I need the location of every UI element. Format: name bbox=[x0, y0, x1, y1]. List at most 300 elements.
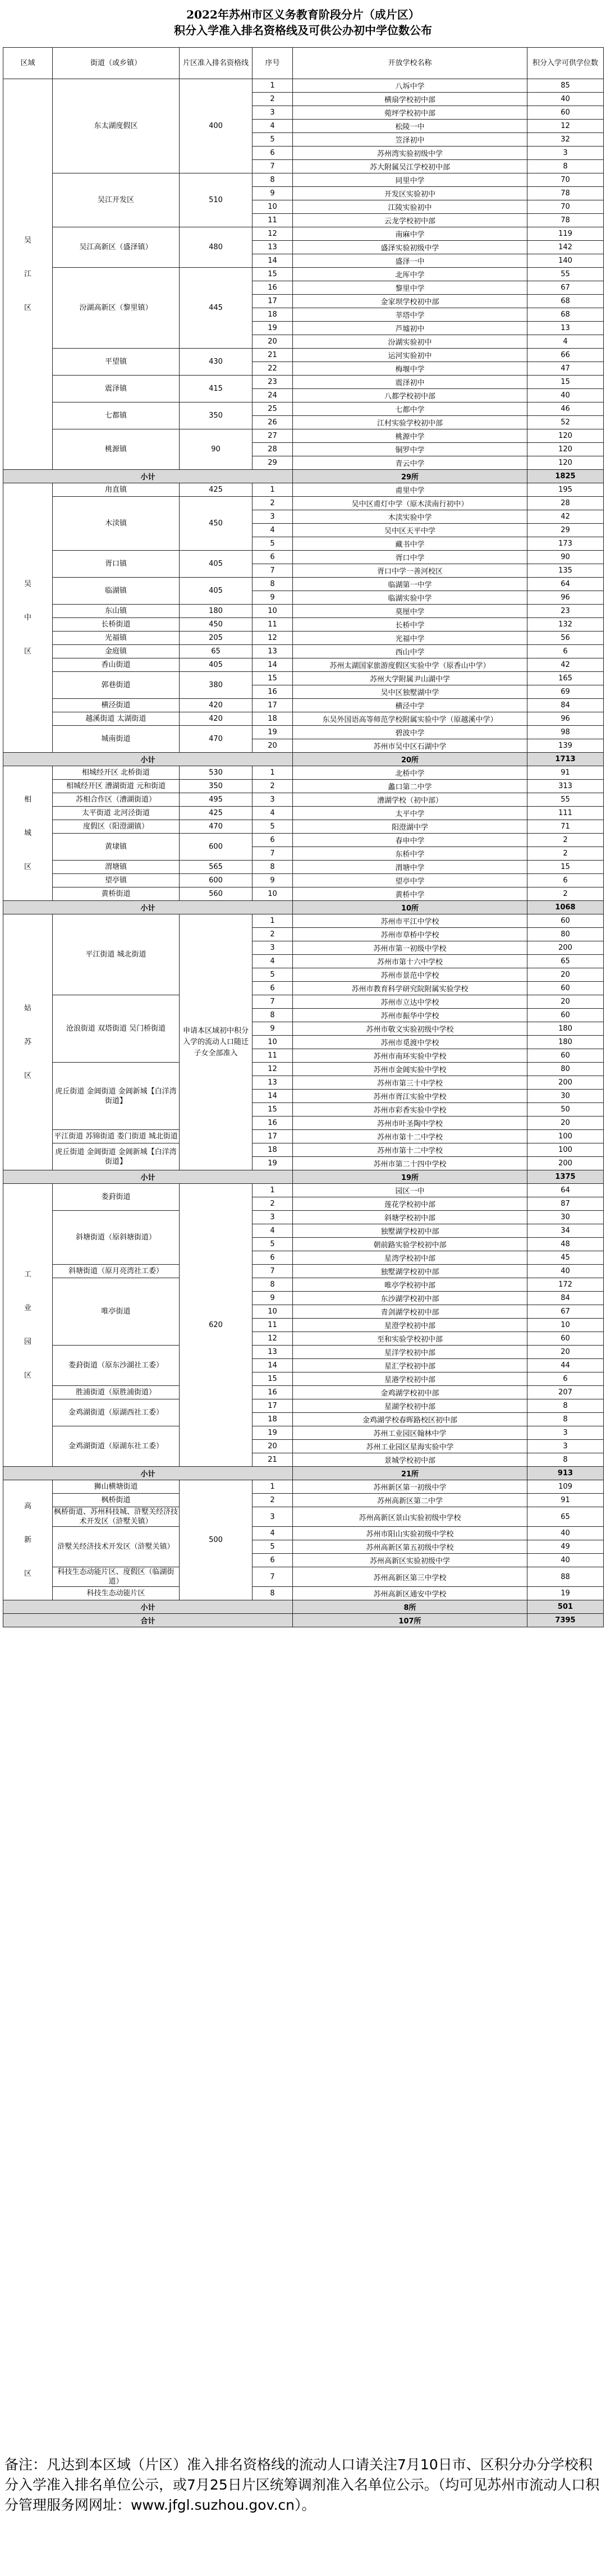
school-name: 桃源中学 bbox=[293, 429, 527, 443]
school-number: 6 bbox=[252, 147, 293, 160]
school-number: 11 bbox=[252, 1319, 293, 1332]
school-number: 8 bbox=[252, 861, 293, 874]
school-number: 7 bbox=[252, 847, 293, 861]
school-number: 12 bbox=[252, 1063, 293, 1076]
quota-line: 445 bbox=[180, 268, 252, 349]
school-number: 25 bbox=[252, 402, 293, 416]
quota-line: 425 bbox=[180, 807, 252, 820]
seat-count: 45 bbox=[527, 1251, 604, 1265]
school-name: 苏州湾实验初级中学 bbox=[293, 147, 527, 160]
school-name: 胥口中学一善河校区 bbox=[293, 564, 527, 578]
seat-count: 313 bbox=[527, 780, 604, 793]
seat-count: 6 bbox=[527, 874, 604, 887]
subtotal-seats: 1068 bbox=[527, 901, 604, 914]
school-name: 东吴外国语高等师范学校附属实验中学（原越溪中学） bbox=[293, 712, 527, 726]
seat-count: 66 bbox=[527, 349, 604, 362]
school-number: 16 bbox=[252, 685, 293, 699]
seat-count: 2 bbox=[527, 847, 604, 861]
school-name: 苏州市第十二中学校 bbox=[293, 1143, 527, 1157]
seat-count: 195 bbox=[527, 483, 604, 497]
table-row bbox=[3, 618, 604, 632]
school-number: 5 bbox=[252, 968, 293, 982]
table-row bbox=[3, 658, 604, 672]
school-name: 阳澄湖中学 bbox=[293, 820, 527, 834]
quota-line: 600 bbox=[180, 874, 252, 887]
school-name: 八坼中学 bbox=[293, 79, 527, 93]
region-name-char: 中 bbox=[24, 613, 31, 622]
school-number: 5 bbox=[252, 820, 293, 834]
street-name: 平望镇 bbox=[53, 349, 180, 376]
street-name: 唯亭街道 bbox=[53, 1278, 180, 1346]
region-name bbox=[3, 1480, 53, 1600]
region-name-char: 区 bbox=[24, 1371, 31, 1380]
seat-count: 40 bbox=[527, 1265, 604, 1278]
seat-count: 180 bbox=[527, 1022, 604, 1036]
table-row bbox=[3, 820, 604, 834]
subtotal-count: 29所 bbox=[293, 470, 527, 483]
school-name: 笠泽初中 bbox=[293, 133, 527, 147]
quota-line: 405 bbox=[180, 551, 252, 578]
table-row bbox=[3, 1386, 604, 1399]
seat-count: 80 bbox=[527, 928, 604, 941]
school-name: 吴中区甫灯中学（原木渎南行初中） bbox=[293, 497, 527, 510]
street-name: 相城经开区 漕湖街道 元和街道 bbox=[53, 780, 180, 793]
subtotal-count: 8所 bbox=[293, 1600, 527, 1614]
school-number: 7 bbox=[252, 995, 293, 1009]
region-name-char: 业 bbox=[24, 1303, 31, 1312]
quota-line: 405 bbox=[180, 578, 252, 605]
school-number: 18 bbox=[252, 308, 293, 322]
seat-count: 52 bbox=[527, 416, 604, 429]
table-row bbox=[3, 1399, 604, 1413]
school-number: 11 bbox=[252, 214, 293, 227]
region-name bbox=[3, 483, 53, 753]
seat-count: 60 bbox=[527, 106, 604, 120]
school-number: 17 bbox=[252, 1130, 293, 1143]
table-row bbox=[3, 726, 604, 739]
seat-count: 200 bbox=[527, 1157, 604, 1170]
table-row bbox=[3, 349, 604, 362]
school-name: 苏州高新区第五初级中学校 bbox=[293, 1540, 527, 1554]
column-header: 区域 bbox=[3, 48, 53, 79]
seat-count: 12 bbox=[527, 120, 604, 133]
school-number: 14 bbox=[252, 254, 293, 268]
street-name: 科技生态动能片区、度假区（临湖街道） bbox=[53, 1567, 180, 1587]
school-name: 菀坪学校初中部 bbox=[293, 106, 527, 120]
seat-count: 15 bbox=[527, 861, 604, 874]
school-number: 3 bbox=[252, 1211, 293, 1224]
school-name: 开发区实验初中 bbox=[293, 187, 527, 200]
school-name: 苏州市第十二中学校 bbox=[293, 1130, 527, 1143]
school-name: 吴中区天平中学 bbox=[293, 524, 527, 537]
school-number: 1 bbox=[252, 483, 293, 497]
region-name-char: 区 bbox=[24, 1569, 31, 1578]
school-name: 青剑湖学校初中部 bbox=[293, 1305, 527, 1319]
table-row bbox=[3, 861, 604, 874]
school-name: 园区一中 bbox=[293, 1184, 527, 1197]
school-number: 8 bbox=[252, 578, 293, 591]
school-name: 甫里中学 bbox=[293, 483, 527, 497]
quota-line: 420 bbox=[180, 699, 252, 712]
seat-count: 78 bbox=[527, 214, 604, 227]
school-name: 梅堰中学 bbox=[293, 362, 527, 376]
quota-line: 380 bbox=[180, 672, 252, 699]
school-number: 15 bbox=[252, 1372, 293, 1386]
seat-count: 120 bbox=[527, 443, 604, 456]
seat-count: 200 bbox=[527, 1076, 604, 1090]
school-name: 苏州太湖国家旅游度假区实验中学（原香山中学） bbox=[293, 658, 527, 672]
table-row bbox=[3, 376, 604, 389]
school-name: 苏州高新区实验初级中学 bbox=[293, 1554, 527, 1567]
seat-count: 60 bbox=[527, 982, 604, 995]
subtotal-row bbox=[3, 470, 604, 483]
seat-count: 55 bbox=[527, 268, 604, 281]
school-number: 15 bbox=[252, 1103, 293, 1117]
school-number: 4 bbox=[252, 524, 293, 537]
column-header: 开放学校名称 bbox=[293, 48, 527, 79]
school-number: 5 bbox=[252, 1238, 293, 1251]
street-name: 横泾街道 bbox=[53, 699, 180, 712]
school-number: 10 bbox=[252, 1036, 293, 1049]
school-name: 苏州市第一初级中学校 bbox=[293, 941, 527, 955]
street-name: 太平街道 北河泾街道 bbox=[53, 807, 180, 820]
school-name: 长桥中学 bbox=[293, 618, 527, 632]
school-name: 八都学校初中部 bbox=[293, 389, 527, 402]
quota-line: 415 bbox=[180, 376, 252, 402]
school-number: 4 bbox=[252, 1224, 293, 1238]
table-row bbox=[3, 793, 604, 807]
school-number: 20 bbox=[252, 335, 293, 349]
school-number: 9 bbox=[252, 591, 293, 605]
school-name: 星汇学校初中部 bbox=[293, 1359, 527, 1372]
street-name: 枫桥街道、苏州科技城、浒墅关经济技术开发区（浒墅关镇） bbox=[53, 1507, 180, 1527]
quota-line: 470 bbox=[180, 726, 252, 753]
quota-line: 425 bbox=[180, 483, 252, 497]
school-name: 碧波中学 bbox=[293, 726, 527, 739]
school-name: 苏州市叶圣陶中学校 bbox=[293, 1117, 527, 1130]
seat-count: 20 bbox=[527, 1346, 604, 1359]
school-number: 4 bbox=[252, 807, 293, 820]
footnote: 备注：凡达到本区域（片区）准入排名资格线的流动人口请关注7月10日市、区积分办分学校积分入学准入排名单位公示，或7月25日片区统筹调剂准入名单位公示。（均可见苏州市流动人口积分管理服务网网址：www.jfgl.suzhou.gov.cn）。 bbox=[4, 2456, 600, 2513]
quota-line: 495 bbox=[180, 793, 252, 807]
region-name bbox=[3, 79, 53, 470]
school-number: 7 bbox=[252, 160, 293, 173]
quota-line: 180 bbox=[180, 605, 252, 618]
table-row bbox=[3, 672, 604, 685]
school-name: 同里中学 bbox=[293, 173, 527, 187]
school-name: 漕湖学校（初中部） bbox=[293, 793, 527, 807]
region-name-char: 区 bbox=[24, 862, 31, 871]
region-name-char: 园 bbox=[24, 1337, 31, 1346]
street-name: 汾湖高新区（黎里镇） bbox=[53, 268, 180, 349]
school-number: 11 bbox=[252, 618, 293, 632]
seat-count: 65 bbox=[527, 955, 604, 968]
column-header: 片区准入排名资格线 bbox=[180, 48, 252, 79]
quota-line: 470 bbox=[180, 820, 252, 834]
school-number: 29 bbox=[252, 456, 293, 470]
street-name: 金鸡湖街道（原湖西社工委） bbox=[53, 1399, 180, 1426]
school-name: 临湖实验中学 bbox=[293, 591, 527, 605]
school-number: 8 bbox=[252, 1278, 293, 1292]
subtotal-count: 20所 bbox=[293, 753, 527, 766]
school-number: 18 bbox=[252, 1413, 293, 1426]
school-number: 13 bbox=[252, 1346, 293, 1359]
street-name: 临湖镇 bbox=[53, 578, 180, 605]
table-row bbox=[3, 483, 604, 497]
school-number: 17 bbox=[252, 295, 293, 308]
subtotal-seats: 1825 bbox=[527, 470, 604, 483]
subtotal-seats: 501 bbox=[527, 1600, 604, 1614]
seat-count: 20 bbox=[527, 1117, 604, 1130]
school-number: 6 bbox=[252, 1251, 293, 1265]
school-number: 8 bbox=[252, 173, 293, 187]
school-number: 4 bbox=[252, 120, 293, 133]
school-name: 吴中区独墅湖中学 bbox=[293, 685, 527, 699]
school-number: 9 bbox=[252, 874, 293, 887]
region-name-char: 江 bbox=[24, 269, 31, 278]
school-name: 苏州市景范中学校 bbox=[293, 968, 527, 982]
region-name bbox=[3, 766, 53, 901]
school-name: 江村实验学校初中部 bbox=[293, 416, 527, 429]
school-number: 3 bbox=[252, 1507, 293, 1527]
seat-count: 78 bbox=[527, 187, 604, 200]
school-number: 10 bbox=[252, 605, 293, 618]
subtotal-label: 小计 bbox=[3, 1467, 293, 1480]
school-number: 24 bbox=[252, 389, 293, 402]
school-name: 独墅湖学校初中部 bbox=[293, 1224, 527, 1238]
school-number: 14 bbox=[252, 658, 293, 672]
school-name: 北桥中学 bbox=[293, 766, 527, 780]
subtotal-count: 21所 bbox=[293, 1467, 527, 1480]
school-number: 17 bbox=[252, 699, 293, 712]
quota-line: 90 bbox=[180, 429, 252, 470]
seat-count: 68 bbox=[527, 295, 604, 308]
school-name: 黄桥中学 bbox=[293, 887, 527, 901]
subtotal-seats: 1713 bbox=[527, 753, 604, 766]
school-number: 21 bbox=[252, 1453, 293, 1467]
seat-count: 28 bbox=[527, 497, 604, 510]
table-row bbox=[3, 1587, 604, 1600]
table-row bbox=[3, 605, 604, 618]
seat-count: 8 bbox=[527, 160, 604, 173]
school-number: 19 bbox=[252, 1157, 293, 1170]
seat-count: 84 bbox=[527, 1292, 604, 1305]
school-number: 1 bbox=[252, 1480, 293, 1494]
school-name: 苏州市觅渡中学校 bbox=[293, 1036, 527, 1049]
school-number: 18 bbox=[252, 712, 293, 726]
table-row bbox=[3, 1130, 604, 1143]
total-seats: 7395 bbox=[527, 1614, 604, 1627]
street-name: 胥口镇 bbox=[53, 551, 180, 578]
school-name: 胥口中学 bbox=[293, 551, 527, 564]
seat-count: 60 bbox=[527, 1332, 604, 1346]
seat-count: 135 bbox=[527, 564, 604, 578]
region-name bbox=[3, 914, 53, 1170]
table-row bbox=[3, 227, 604, 241]
school-name: 苏州市敬文实验初级中学校 bbox=[293, 1022, 527, 1036]
school-number: 15 bbox=[252, 672, 293, 685]
school-name: 莫厘中学 bbox=[293, 605, 527, 618]
street-name: 娄葑街道 bbox=[53, 1184, 180, 1211]
table-row bbox=[3, 1063, 604, 1076]
subtotal-row bbox=[3, 1170, 604, 1184]
school-name: 渭塘中学 bbox=[293, 861, 527, 874]
school-name: 斜塘学校初中部 bbox=[293, 1211, 527, 1224]
seat-count: 30 bbox=[527, 1090, 604, 1103]
quota-line: 565 bbox=[180, 861, 252, 874]
school-name: 苏州大学附属尹山湖中学 bbox=[293, 672, 527, 685]
table-row bbox=[3, 578, 604, 591]
school-number: 20 bbox=[252, 739, 293, 753]
street-name: 科技生态动能片区 bbox=[53, 1587, 180, 1600]
seat-count: 29 bbox=[527, 524, 604, 537]
school-name: 藏书中学 bbox=[293, 537, 527, 551]
school-number: 1 bbox=[252, 1184, 293, 1197]
seat-count: 207 bbox=[527, 1386, 604, 1399]
street-name: 斜塘街道（原斜塘街道） bbox=[53, 1211, 180, 1265]
quota-line: 530 bbox=[180, 766, 252, 780]
school-name: 苏州市草桥中学校 bbox=[293, 928, 527, 941]
table-row bbox=[3, 1184, 604, 1197]
school-number: 3 bbox=[252, 106, 293, 120]
school-number: 1 bbox=[252, 79, 293, 93]
seat-count: 13 bbox=[527, 322, 604, 335]
school-name: 苏州市立达中学校 bbox=[293, 995, 527, 1009]
quota-line: 350 bbox=[180, 402, 252, 429]
street-name: 长桥街道 bbox=[53, 618, 180, 632]
region-name bbox=[3, 1184, 53, 1467]
subtotal-count: 19所 bbox=[293, 1170, 527, 1184]
seat-count: 60 bbox=[527, 914, 604, 928]
school-name: 星港学校初中部 bbox=[293, 1372, 527, 1386]
school-number: 8 bbox=[252, 1587, 293, 1600]
region-name-char: 吴 bbox=[24, 236, 31, 245]
table-row bbox=[3, 79, 604, 93]
school-number: 5 bbox=[252, 1540, 293, 1554]
school-number: 9 bbox=[252, 187, 293, 200]
table-row bbox=[3, 1143, 604, 1157]
school-number: 2 bbox=[252, 497, 293, 510]
school-number: 10 bbox=[252, 887, 293, 901]
school-name: 南麻中学 bbox=[293, 227, 527, 241]
school-number: 12 bbox=[252, 227, 293, 241]
school-number: 9 bbox=[252, 1292, 293, 1305]
school-number: 3 bbox=[252, 510, 293, 524]
seat-count: 165 bbox=[527, 672, 604, 685]
column-header: 街道（或乡镇） bbox=[53, 48, 180, 79]
table-row bbox=[3, 632, 604, 645]
school-number: 23 bbox=[252, 376, 293, 389]
seat-count: 68 bbox=[527, 308, 604, 322]
subtotal-row bbox=[3, 901, 604, 914]
school-number: 13 bbox=[252, 645, 293, 658]
seat-count: 3 bbox=[527, 147, 604, 160]
region-name-char: 高 bbox=[24, 1502, 31, 1511]
school-name: 金鸡湖学校初中部 bbox=[293, 1386, 527, 1399]
seat-count: 8 bbox=[527, 1413, 604, 1426]
seat-count: 2 bbox=[527, 887, 604, 901]
school-number: 14 bbox=[252, 1090, 293, 1103]
table-row bbox=[3, 1527, 604, 1540]
street-name: 木渎镇 bbox=[53, 497, 180, 551]
school-name: 苏州高新区景山实验初级中学校 bbox=[293, 1507, 527, 1527]
seat-count: 46 bbox=[527, 402, 604, 416]
street-name: 相城经开区 北桥街道 bbox=[53, 766, 180, 780]
school-number: 9 bbox=[252, 1022, 293, 1036]
seat-count: 3 bbox=[527, 1426, 604, 1440]
seat-count: 56 bbox=[527, 632, 604, 645]
school-number: 3 bbox=[252, 941, 293, 955]
seat-count: 6 bbox=[527, 645, 604, 658]
subtotal-label: 小计 bbox=[3, 470, 293, 483]
street-name: 吴江高新区（盛泽镇） bbox=[53, 227, 180, 268]
seat-count: 96 bbox=[527, 712, 604, 726]
title-line-2: 积分入学准入排名资格线及可供公办初中学位数公布 bbox=[174, 24, 432, 37]
school-name: 青云中学 bbox=[293, 456, 527, 470]
street-name: 娄葑街道（原东沙湖社工委） bbox=[53, 1346, 180, 1386]
school-name: 星湖学校初中部 bbox=[293, 1399, 527, 1413]
table-row bbox=[3, 914, 604, 928]
street-name: 苏相合作区（漕湖街道） bbox=[53, 793, 180, 807]
document-title bbox=[0, 0, 606, 47]
table-row bbox=[3, 429, 604, 443]
school-number: 28 bbox=[252, 443, 293, 456]
region-name-char: 吴 bbox=[24, 579, 31, 588]
school-name: 金家坝学校初中部 bbox=[293, 295, 527, 308]
column-header: 序号 bbox=[252, 48, 293, 79]
subtotal-row bbox=[3, 753, 604, 766]
street-name: 渭塘镇 bbox=[53, 861, 180, 874]
school-name: 景城学校初中部 bbox=[293, 1453, 527, 1467]
school-number: 11 bbox=[252, 1049, 293, 1063]
street-name: 度假区（阳澄湖镇） bbox=[53, 820, 180, 834]
table-header-row bbox=[3, 48, 604, 79]
table-row bbox=[3, 834, 604, 847]
school-name: 莘塔中学 bbox=[293, 308, 527, 322]
school-number: 5 bbox=[252, 133, 293, 147]
seat-count: 100 bbox=[527, 1130, 604, 1143]
seat-count: 3 bbox=[527, 1440, 604, 1453]
quota-line: 申请本区域初中积分入学的流动人口随迁子女全部准入 bbox=[180, 914, 252, 1170]
school-name: 北厍中学 bbox=[293, 268, 527, 281]
subtotal-seats: 913 bbox=[527, 1467, 604, 1480]
seat-count: 200 bbox=[527, 941, 604, 955]
quota-line: 480 bbox=[180, 227, 252, 268]
quota-line: 405 bbox=[180, 658, 252, 672]
school-name: 盛泽一中 bbox=[293, 254, 527, 268]
street-name: 胜浦街道（原胜浦街道） bbox=[53, 1386, 180, 1399]
quota-line: 205 bbox=[180, 632, 252, 645]
seat-count: 60 bbox=[527, 1009, 604, 1022]
school-name: 望亭中学 bbox=[293, 874, 527, 887]
table-row bbox=[3, 1346, 604, 1359]
school-name: 苏州市第三十中学校 bbox=[293, 1076, 527, 1090]
seat-count: 6 bbox=[527, 1372, 604, 1386]
table-row bbox=[3, 1265, 604, 1278]
region-name-char: 工 bbox=[24, 1270, 31, 1279]
seat-count: 84 bbox=[527, 699, 604, 712]
school-name: 苏州市金阊实验中学校 bbox=[293, 1063, 527, 1076]
seat-count: 20 bbox=[527, 995, 604, 1009]
seat-count: 71 bbox=[527, 820, 604, 834]
school-name: 黎里中学 bbox=[293, 281, 527, 295]
school-name: 星澄学校初中部 bbox=[293, 1319, 527, 1332]
seat-count: 55 bbox=[527, 793, 604, 807]
school-name: 东桥中学 bbox=[293, 847, 527, 861]
school-name: 苏州高新区第二中学 bbox=[293, 1494, 527, 1507]
school-name: 苏大附属吴江学校初中部 bbox=[293, 160, 527, 173]
region-name-char: 区 bbox=[24, 1071, 31, 1080]
